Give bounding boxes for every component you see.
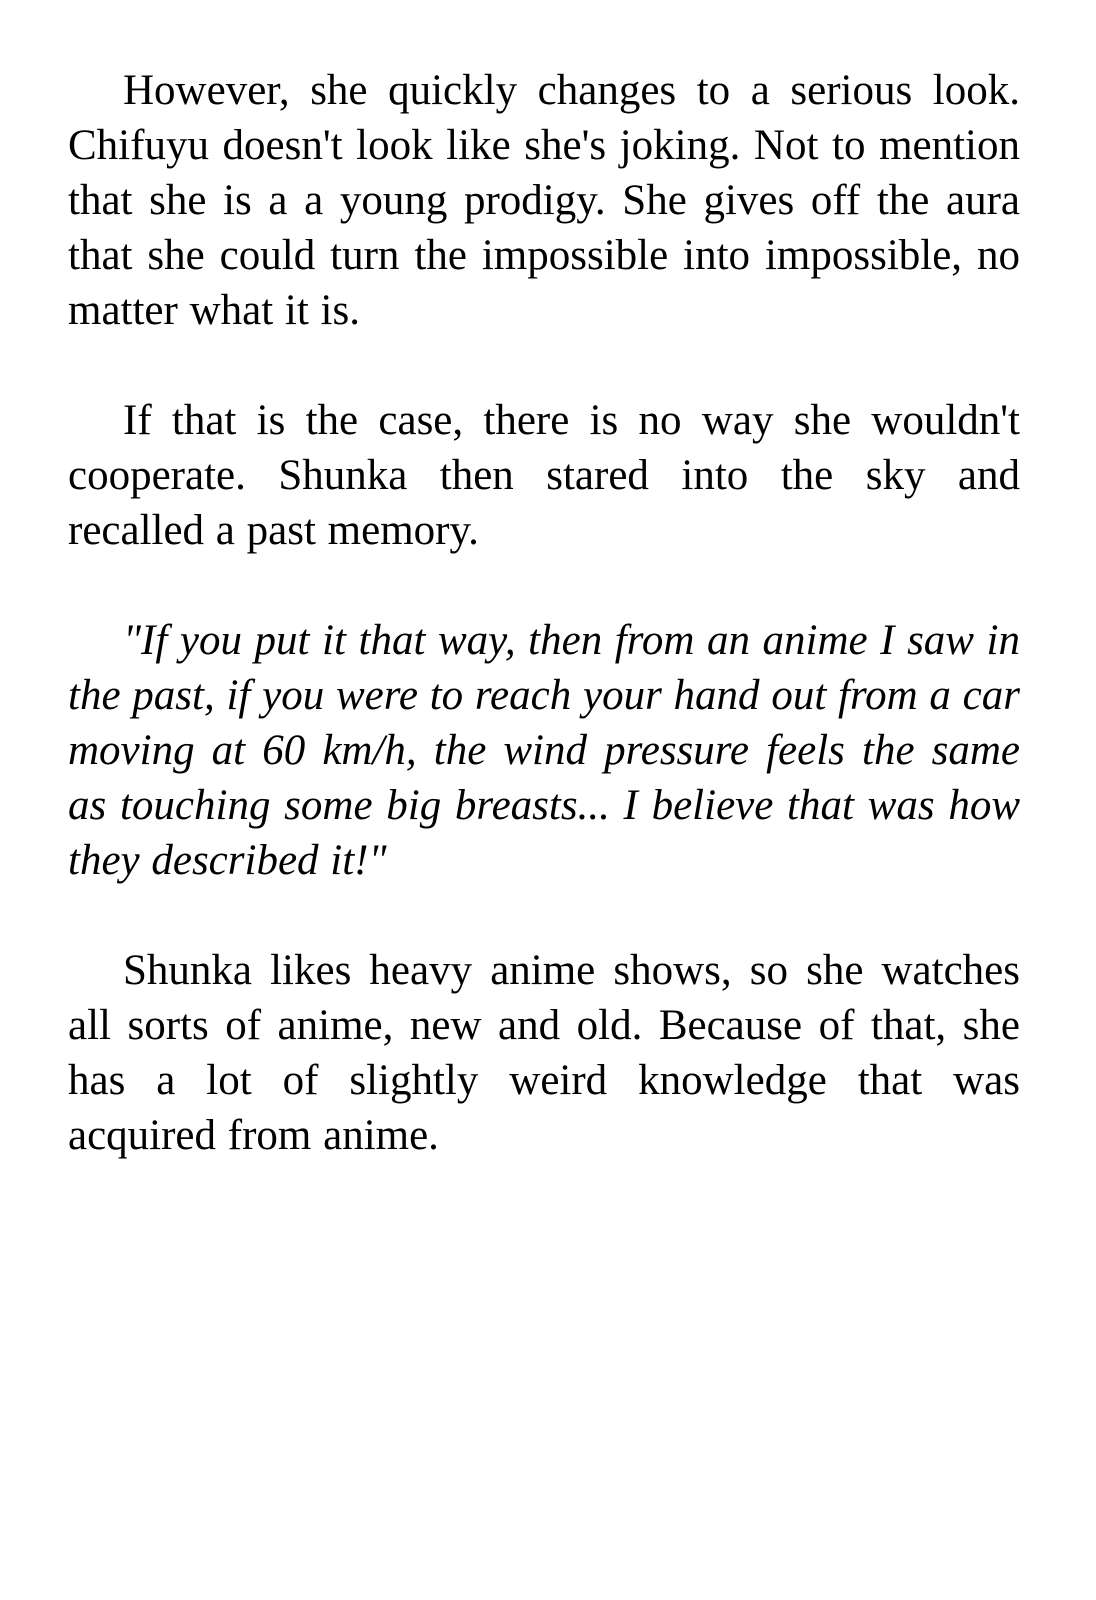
paragraph-narration-1: However, she quickly changes to a serious look. Chifuyu doesn't look like she's joking. Not to mention that she is a a young prodigy. She gives off the aura that she could turn the impossible into impossible, no matter what it is. — [68, 67, 1020, 334]
paragraph-narration-2: If that is the case, there is no way she wouldn't cooperate. Shunka then stared into the sky and recalled a past memory. — [68, 397, 1020, 554]
paragraph-narration-3: Shunka likes heavy anime shows, so she watches all sorts of anime, new and old. Because of that, she has a lot of slightly weird knowledge that was acquired from anime. — [68, 947, 1020, 1159]
paragraph-dialogue-italic: "If you put it that way, then from an anime I saw in the past, if you were to reach your hand out from a car moving at 60 km/h, the wind pressure feels the same as touching some big breasts... I believe that was how they described it!" — [68, 617, 1020, 884]
